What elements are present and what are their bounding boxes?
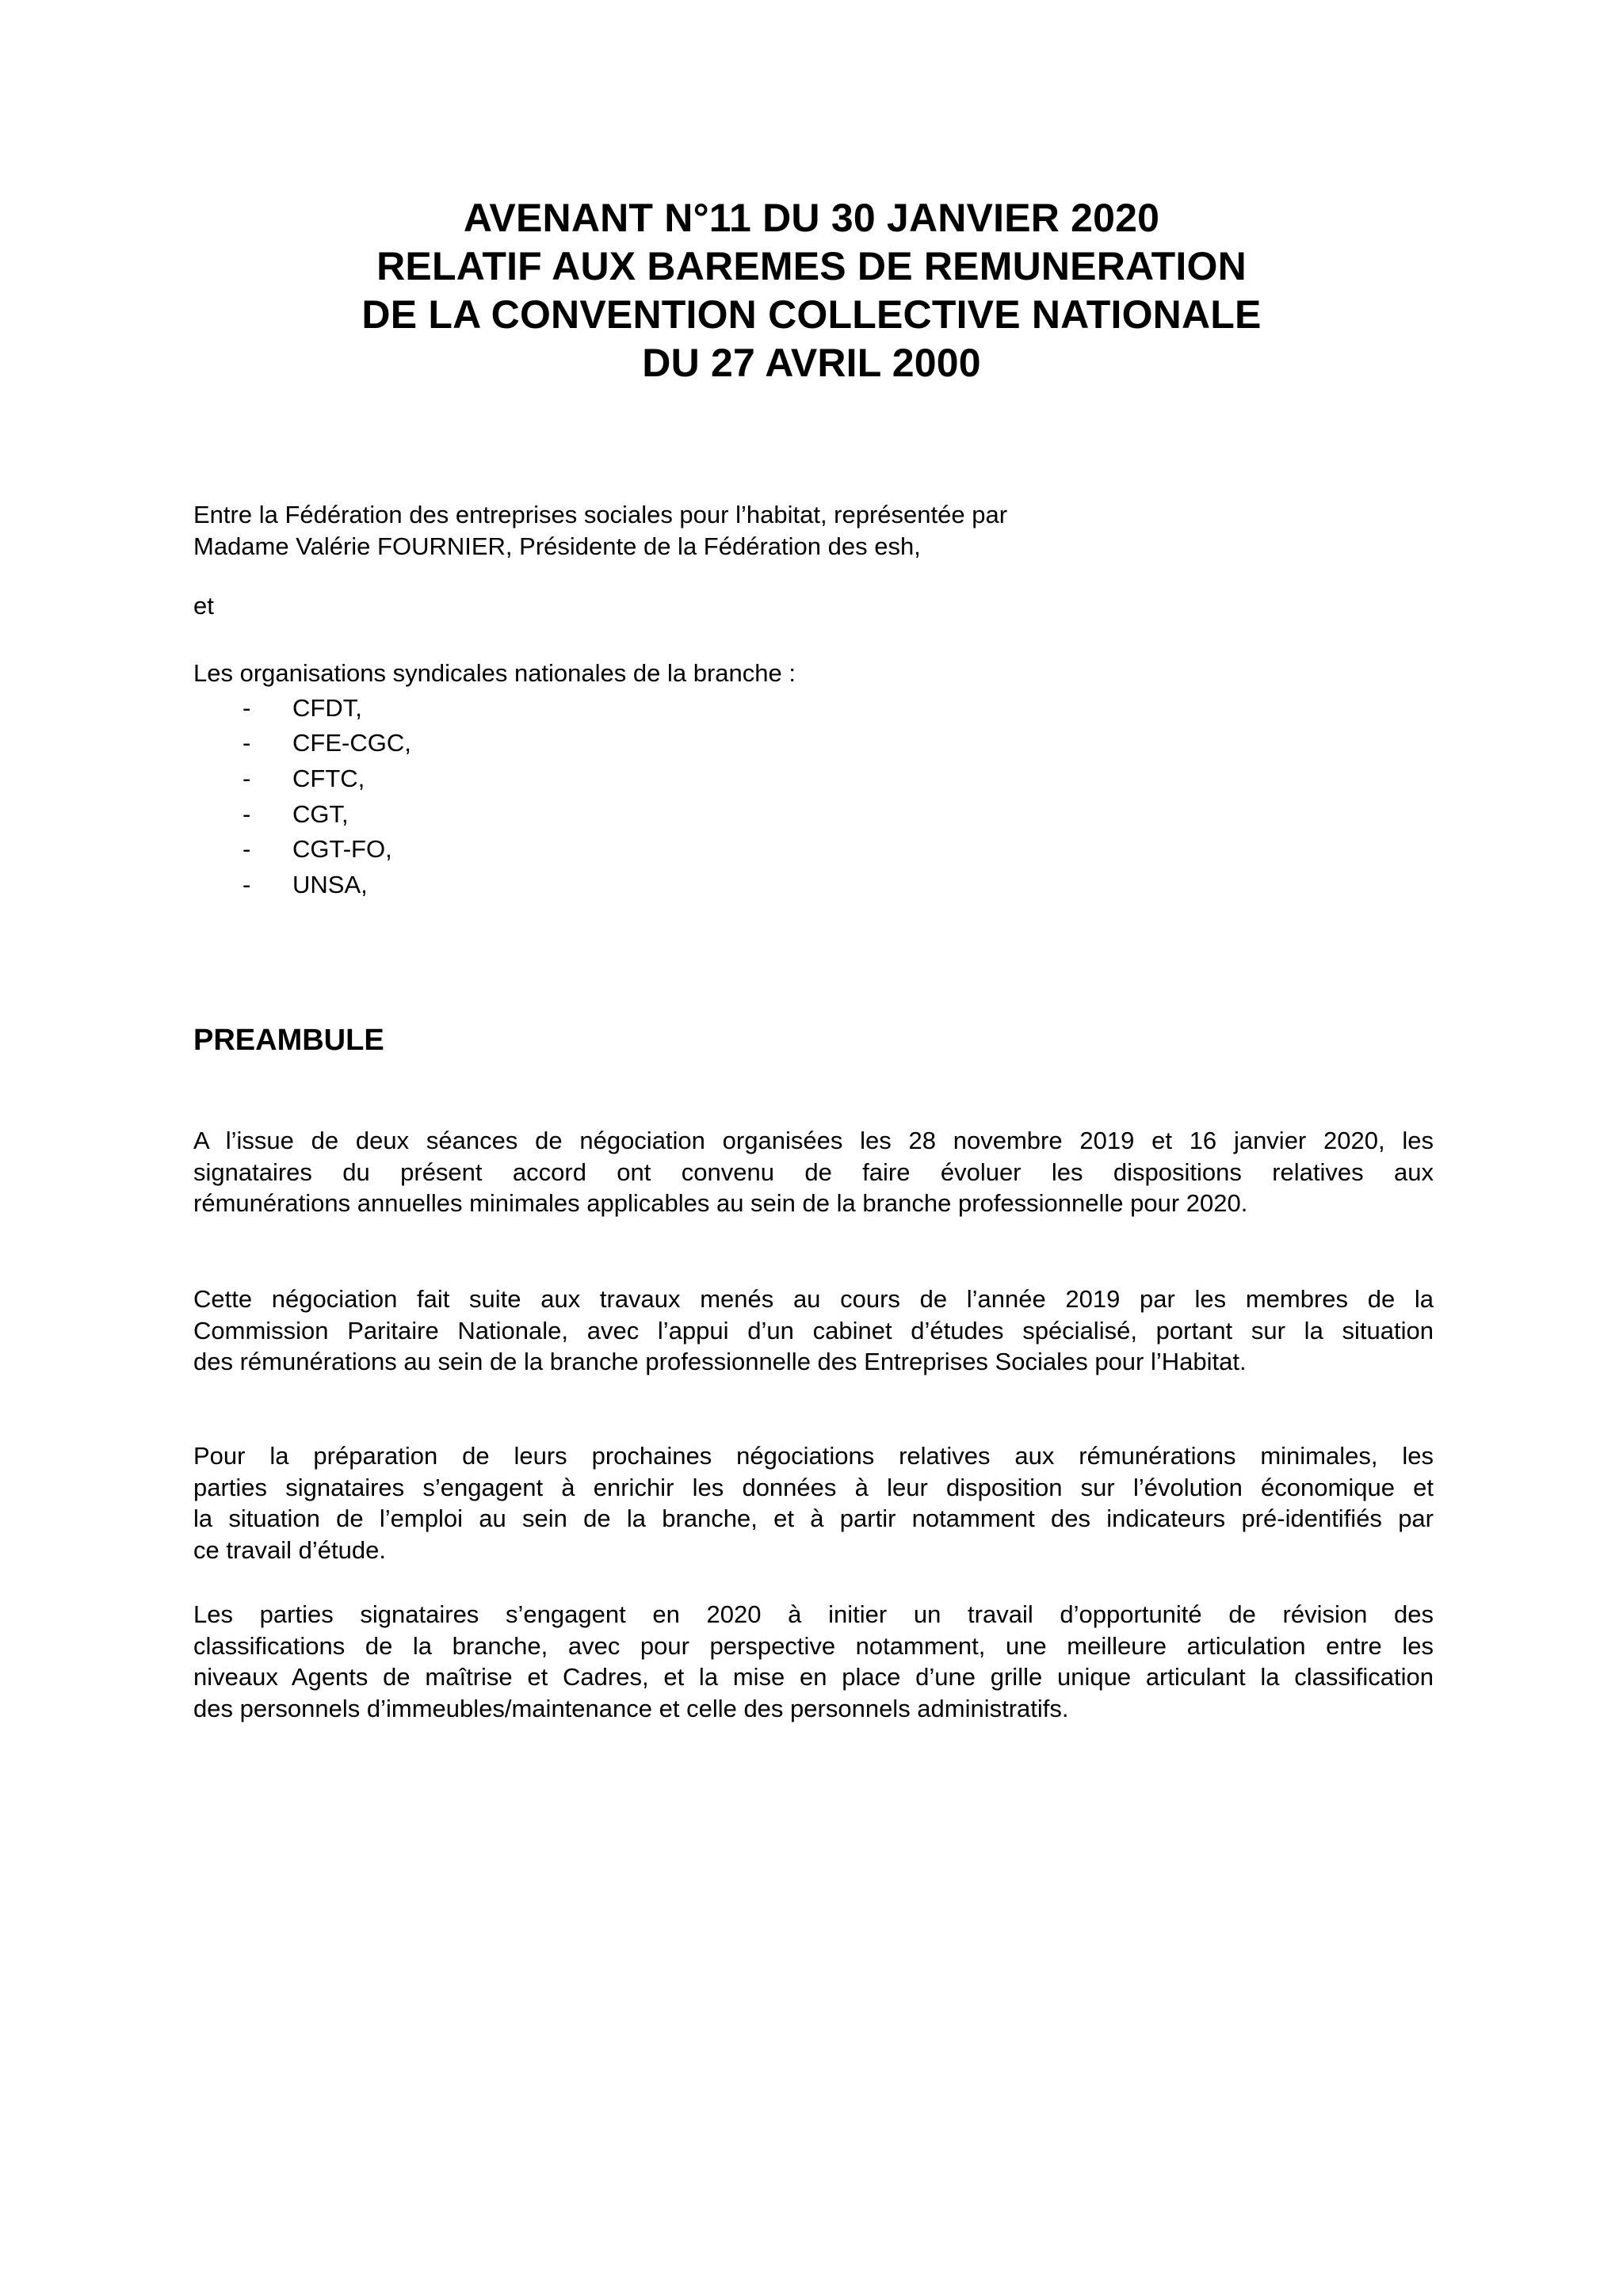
unions-section	[193, 658, 1434, 903]
paragraph-line: la situation de l’emploi au sein de la branche, et à partir notamment des indicateurs pré-identifiés par	[193, 1505, 1434, 1532]
list-bullet: -	[242, 799, 251, 828]
paragraph-line: ce travail d’étude.	[193, 1535, 386, 1564]
list-bullet: -	[242, 870, 251, 898]
title-line: DU 27 AVRIL 2000	[642, 341, 981, 385]
document-title	[0, 194, 1623, 387]
unions-intro: Les organisations syndicales nationales de la branche :	[193, 659, 796, 687]
paragraph-line: Commission Paritaire Nationale, avec l’appui d’un cabinet d’études spécialisé, portant sur la situation	[193, 1316, 1434, 1344]
parties-intro-line: Entre la Fédération des entreprises sociales pour l’habitat, représentée par	[193, 501, 1008, 528]
list-bullet: -	[242, 835, 251, 864]
title-line: RELATIF AUX BAREMES DE REMUNERATION	[376, 244, 1247, 288]
preamble-paragraph	[193, 1125, 1434, 1219]
paragraph-line: Pour la préparation de leurs prochaines négociations relatives aux rémunérations minimales, les	[193, 1442, 1434, 1470]
preamble-paragraph	[193, 1283, 1434, 1378]
paragraph-line: des personnels d’immeubles/maintenance et celle des personnels administratifs.	[193, 1694, 1069, 1722]
conjunction-word: et	[193, 592, 214, 620]
list-bullet: -	[242, 693, 251, 722]
paragraph-line: Cette négociation fait suite aux travaux menés au cours de l’année 2019 par les membres de la	[193, 1285, 1434, 1313]
paragraph-line: parties signataires s’engagent à enrichir les données à leur disposition sur l’évolution économique et	[193, 1473, 1434, 1501]
title-line: DE LA CONVENTION COLLECTIVE NATIONALE	[361, 292, 1262, 337]
union-name: CFTC,	[292, 764, 365, 792]
union-name: CGT,	[292, 799, 349, 828]
unions-list	[193, 691, 1434, 903]
union-name: CFE-CGC,	[292, 729, 411, 757]
list-item	[193, 832, 1434, 868]
preamble-paragraph	[193, 1599, 1434, 1724]
preamble-paragraph	[193, 1440, 1434, 1566]
title-line: AVENANT N°11 DU 30 JANVIER 2020	[463, 196, 1160, 240]
list-item	[193, 868, 1434, 903]
union-name: CFDT,	[292, 693, 362, 722]
parties-intro-line: Madame Valérie FOURNIER, Présidente de la Fédération des esh,	[193, 532, 921, 560]
union-name: CGT-FO,	[292, 835, 392, 864]
paragraph-line: niveaux Agents de maîtrise et Cadres, et la mise en place d’une grille unique articulant la classification	[193, 1663, 1434, 1691]
union-name: UNSA,	[292, 870, 368, 898]
paragraph-line: A l’issue de deux séances de négociation organisées les 28 novembre 2019 et 16 janvier 2020, les	[193, 1127, 1434, 1154]
list-bullet: -	[242, 729, 251, 757]
list-item	[193, 691, 1434, 727]
conjunction-text	[193, 590, 1434, 622]
paragraph-line: des rémunérations au sein de la branche professionnelle des Entreprises Sociales pour l’Habitat.	[193, 1348, 1247, 1375]
list-item	[193, 726, 1434, 761]
list-item	[193, 761, 1434, 797]
paragraph-line: classifications de la branche, avec pour perspective notamment, une meilleure articulation entre les	[193, 1631, 1434, 1660]
paragraph-line: rémunérations annuelles minimales applicables au sein de la branche professionnelle pour 2020.	[193, 1189, 1248, 1217]
paragraph-line: Les parties signataires s’engagent en 2020 à initier un travail d’opportunité de révision des	[193, 1600, 1434, 1628]
list-bullet: -	[242, 764, 251, 792]
parties-intro	[193, 499, 1434, 562]
paragraph-line: signataires du présent accord ont convenu de faire évoluer les dispositions relatives aux	[193, 1158, 1434, 1186]
list-item	[193, 797, 1434, 833]
preamble-heading: PREAMBULE	[193, 1024, 384, 1057]
